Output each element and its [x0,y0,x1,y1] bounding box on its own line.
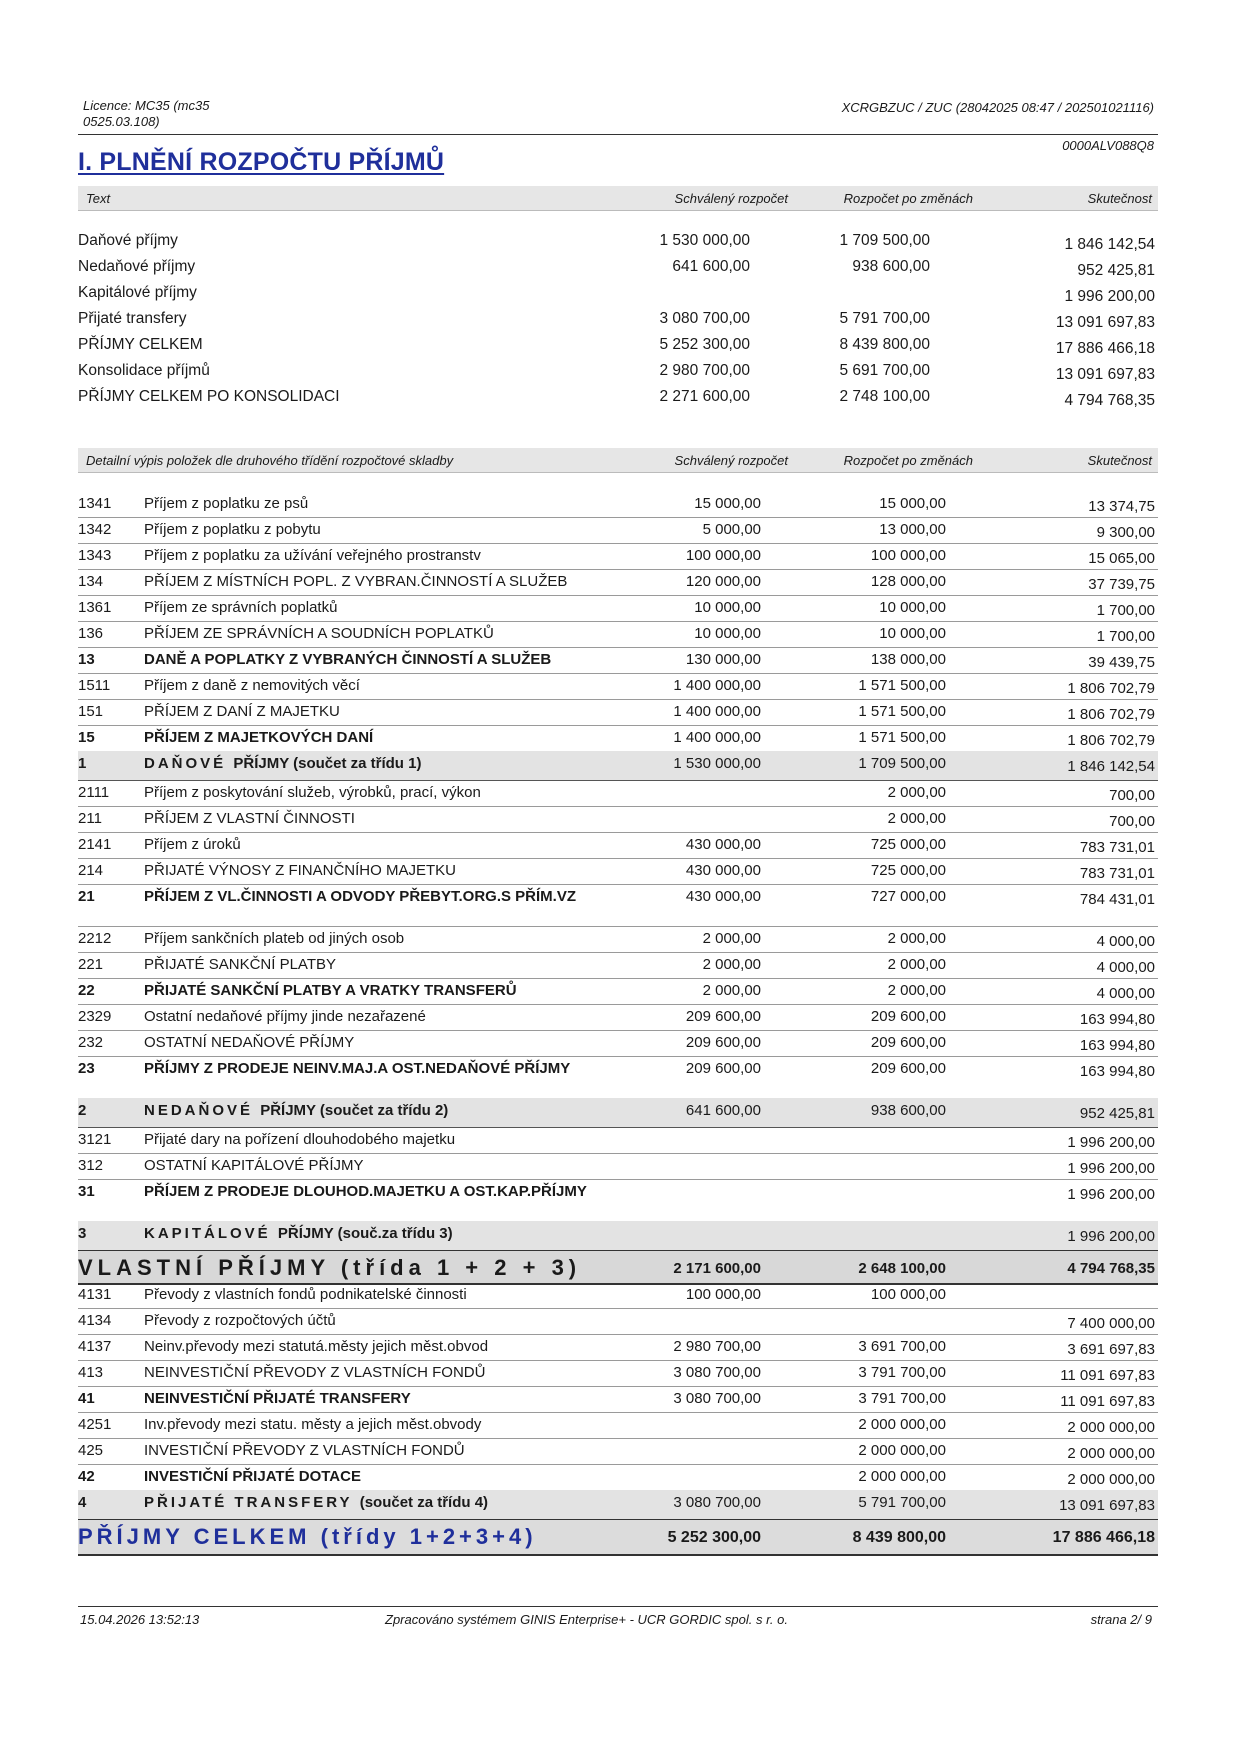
summary-row [78,254,1158,280]
actual-value: 4 794 768,35 [1064,392,1155,409]
table-row [78,858,1158,885]
item-name: Inv.převody mezi statu. městy a jejich měst.obvody [144,1416,482,1433]
item-name-part: NEDAŇOVÉ [144,1102,254,1119]
item-code: 134 [78,573,104,590]
actual-value: 1 806 702,79 [1067,680,1155,697]
approved-value: 15 000,00 [694,495,761,512]
item-code: 1343 [78,547,112,564]
actual-value: 700,00 [1109,787,1155,804]
item-name: PŘIJATÉ SANKČNÍ PLATBY [144,956,336,973]
item-code: 214 [78,862,104,879]
item-code: 4251 [78,1416,112,1433]
revised-value: 100 000,00 [870,547,946,564]
approved-value: 120 000,00 [685,573,761,590]
item-code: PŘÍJMY CELKEM (třídy 1+2+3+4) [78,1524,537,1549]
item-code: 221 [78,956,104,973]
table-row [78,978,1158,1005]
class-total-row [78,1490,1158,1520]
item-name-part: PŘIJATÉ [144,1494,228,1511]
actual-value: 784 431,01 [1079,891,1155,908]
item-name: Ostatní nedaňové příjmy jinde nezařazené [144,1008,426,1025]
item-name: PŘÍJEM Z MÍSTNÍCH POPL. Z VYBRAN.ČINNOSTÍ A SLUŽEB [144,573,568,590]
revised-value: 8 439 800,00 [839,336,930,353]
item-name: Příjem z daně z nemovitých věcí [144,677,360,694]
table-row [78,569,1158,596]
item-name: PŘÍJEM ZE SPRÁVNÍCH A SOUDNÍCH POPLATKŮ [144,625,494,642]
revised-value: 138 000,00 [870,651,946,668]
revised-value: 1 571 500,00 [858,677,946,694]
actual-value: 4 000,00 [1096,959,1155,976]
revised-value: 209 600,00 [870,1060,946,1077]
own-revenue-total-row [78,1250,1158,1285]
table-row [78,1360,1158,1387]
revised-value: 5 791 700,00 [839,310,930,327]
revised-value: 1 709 500,00 [858,755,946,772]
item-code: 413 [78,1364,104,1381]
col-detail-text: Detailní výpis položek dle druhového třídění rozpočtové skladby [86,453,454,468]
revised-value: 1 571 500,00 [858,729,946,746]
table-row [78,1179,1158,1222]
summary-row-text: Konsolidace příjmů [78,362,210,379]
header-divider [78,134,1158,135]
approved-value: 641 600,00 [672,258,750,275]
summary-table-header [78,186,1158,211]
revised-value: 209 600,00 [870,1034,946,1051]
item-name: Příjem ze správních poplatků [144,599,338,616]
item-code: 13 [78,651,95,668]
actual-value: 11 091 697,83 [1060,1367,1155,1384]
approved-value: 10 000,00 [694,625,761,642]
revised-value: 1 709 500,00 [839,232,930,249]
actual-value: 1 700,00 [1096,628,1155,645]
item-name: PŘIJATÉ VÝNOSY Z FINANČNÍHO MAJETKU [144,862,456,879]
item-name: OSTATNÍ KAPITÁLOVÉ PŘÍJMY [144,1157,364,1174]
summary-row-text: Přijaté transfery [78,310,187,327]
revised-value: 938 600,00 [852,258,930,275]
item-name: OSTATNÍ NEDAŇOVÉ PŘÍJMY [144,1034,355,1051]
table-row [78,673,1158,700]
actual-value: 13 374,75 [1088,498,1155,515]
actual-value: 39 439,75 [1088,654,1155,671]
item-name-part: PŘÍJMY (součet za třídu 1) [233,755,422,772]
actual-value: 952 425,81 [1077,262,1155,279]
table-row [78,543,1158,570]
item-name: Příjem z poplatku ze psů [144,495,309,512]
revised-value: 3 791 700,00 [858,1390,946,1407]
item-name: Přijaté dary na pořízení dlouhodobého majetku [144,1131,456,1148]
table-row [78,595,1158,622]
approved-value: 5 000,00 [702,521,761,538]
item-name: INVESTIČNÍ PŘEVODY Z VLASTNÍCH FONDŮ [144,1442,465,1459]
footer-divider [78,1606,1158,1607]
item-code: 2 [78,1102,87,1119]
actual-value: 1 806 702,79 [1067,732,1155,749]
revised-value: 10 000,00 [879,599,946,616]
item-name-part: (součet za třídu 4) [359,1494,489,1511]
item-name: PŘÍJMY Z PRODEJE NEINV.MAJ.A OST.NEDAŇOVÉ PŘÍJMY [144,1060,571,1077]
table-row [78,780,1158,807]
actual-value: 4 794 768,35 [1067,1260,1155,1277]
revised-value: 2 000,00 [887,982,946,999]
item-name: INVESTIČNÍ PŘIJATÉ DOTACE [144,1468,361,1485]
table-row [78,832,1158,859]
item-code: 232 [78,1034,104,1051]
actual-value: 4 000,00 [1096,933,1155,950]
item-name [144,755,704,772]
item-name [144,1225,704,1242]
col-revised: Rozpočet po změnách [843,453,973,468]
actual-value: 17 886 466,18 [1052,1529,1155,1546]
item-code: 31 [78,1183,95,1200]
item-name-part: TRANSFERY [234,1494,353,1511]
actual-value: 1 996 200,00 [1067,1228,1155,1245]
revised-value: 2 000,00 [887,930,946,947]
summary-row [78,280,1158,306]
table-row [78,699,1158,726]
summary-row [78,332,1158,358]
approved-value: 430 000,00 [685,836,761,853]
revised-value: 13 000,00 [879,521,946,538]
document-id: 0000ALV088Q8 [1062,138,1154,153]
approved-value: 5 252 300,00 [659,336,750,353]
approved-value: 2 000,00 [702,956,761,973]
actual-value: 700,00 [1109,813,1155,830]
approved-value: 2 000,00 [702,930,761,947]
actual-value: 952 425,81 [1079,1105,1155,1122]
item-name: Neinv.převody mezi statutá.městy jejich měst.obvod [144,1338,489,1355]
col-text: Text [86,191,111,206]
approved-value: 2 980 700,00 [673,1338,761,1355]
approved-value: 1 530 000,00 [673,755,761,772]
table-row [78,1153,1158,1180]
table-row [78,1334,1158,1361]
grand-total-row [78,1519,1158,1556]
item-code: 21 [78,888,95,905]
item-name: Příjem z poplatku za užívání veřejného prostranstv [144,547,481,564]
approved-value: 100 000,00 [685,547,761,564]
item-code: 4134 [78,1312,112,1329]
actual-value: 163 994,80 [1079,1037,1155,1054]
item-name: NEINVESTIČNÍ PŘEVODY Z VLASTNÍCH FONDŮ [144,1364,486,1381]
print-date: 15.04.2026 13:52:13 [80,1612,200,1627]
actual-value: 1 700,00 [1096,602,1155,619]
item-code: 2329 [78,1008,112,1025]
actual-value: 13 091 697,83 [1059,1497,1155,1514]
actual-value: 783 731,01 [1079,839,1155,856]
item-name: PŘÍJEM Z VLASTNÍ ČINNOSTI [144,810,355,827]
item-code: 1361 [78,599,112,616]
actual-value: 163 994,80 [1079,1011,1155,1028]
table-row [78,491,1158,518]
item-code: 4 [78,1494,87,1511]
approved-value: 10 000,00 [694,599,761,616]
summary-row-text: PŘÍJMY CELKEM [78,336,203,353]
actual-value: 2 000 000,00 [1067,1471,1155,1488]
actual-value: 1 846 142,54 [1067,758,1155,775]
item-name-part: PŘÍJMY (součet za třídu 2) [260,1102,449,1119]
actual-value: 2 000 000,00 [1067,1419,1155,1436]
summary-row [78,358,1158,384]
revised-value: 209 600,00 [870,1008,946,1025]
approved-value: 1 400 000,00 [673,703,761,720]
col-approved: Schválený rozpočet [674,453,788,468]
table-row [78,1438,1158,1465]
revised-value: 938 600,00 [870,1102,946,1119]
approved-value: 2 171 600,00 [673,1260,761,1277]
table-row [78,1464,1158,1491]
col-approved: Schválený rozpočet [674,191,788,206]
col-actual: Skutečnost [1087,191,1152,206]
revised-value: 100 000,00 [870,1286,946,1303]
actual-value: 1 846 142,54 [1064,236,1155,253]
revised-value: 1 571 500,00 [858,703,946,720]
actual-value: 3 691 697,83 [1067,1341,1155,1358]
actual-value: 15 065,00 [1088,550,1155,567]
table-row [78,621,1158,648]
table-row [78,1127,1158,1154]
actual-value: 1 996 200,00 [1067,1160,1155,1177]
approved-value: 5 252 300,00 [667,1529,761,1546]
item-name: Příjem z úroků [144,836,241,853]
actual-value: 9 300,00 [1096,524,1155,541]
approved-value: 2 980 700,00 [659,362,750,379]
summary-row-text: Nedaňové příjmy [78,258,196,275]
summary-row [78,384,1158,410]
class-total-row [78,1221,1158,1251]
class-total-row [78,1098,1158,1128]
item-name: PŘIJATÉ SANKČNÍ PLATBY A VRATKY TRANSFERŮ [144,982,517,999]
item-name: DANĚ A POPLATKY Z VYBRANÝCH ČINNOSTÍ A SLUŽEB [144,651,552,668]
table-row [78,517,1158,544]
revised-value: 128 000,00 [870,573,946,590]
summary-row-text: PŘÍJMY CELKEM PO KONSOLIDACI [78,388,340,405]
actual-value: 783 731,01 [1079,865,1155,882]
item-code: 2141 [78,836,112,853]
actual-value: 1 996 200,00 [1064,288,1155,305]
approved-value: 1 400 000,00 [673,677,761,694]
item-code: 4137 [78,1338,112,1355]
item-name: PŘÍJEM Z DANÍ Z MAJETKU [144,703,340,720]
actual-value: 17 886 466,18 [1055,340,1155,357]
table-row [78,926,1158,953]
actual-value: 1 996 200,00 [1067,1186,1155,1203]
summary-row [78,228,1158,254]
item-name-part: KAPITÁLOVÉ [144,1225,271,1242]
item-code: 22 [78,982,95,999]
revised-value: 5 691 700,00 [839,362,930,379]
item-code: 23 [78,1060,95,1077]
table-row [78,725,1158,752]
revised-value: 2 748 100,00 [839,388,930,405]
item-code: 136 [78,625,104,642]
table-row [78,952,1158,979]
table-row [78,1030,1158,1057]
item-code: 1341 [78,495,112,512]
revised-value: 2 000,00 [887,784,946,801]
item-name: PŘÍJEM Z PRODEJE DLOUHOD.MAJETKU A OST.KAP.PŘÍJMY [144,1183,587,1200]
detail-table-header [78,448,1158,473]
page-number: strana 2/ 9 [1090,1612,1152,1627]
approved-value: 3 080 700,00 [673,1494,761,1511]
report-code: XCRGBZUC / ZUC (28042025 08:47 / 202501021116) [841,100,1154,115]
actual-value: 4 000,00 [1096,985,1155,1002]
item-code: 3 [78,1225,87,1242]
item-name: NEINVESTIČNÍ PŘIJATÉ TRANSFERY [144,1390,411,1407]
item-code: 211 [78,810,102,827]
actual-value: 13 091 697,83 [1055,314,1155,331]
item-name: Příjem z poplatku z pobytu [144,521,321,538]
approved-value: 1 530 000,00 [659,232,750,249]
class-total-row [78,751,1158,781]
table-row [78,1308,1158,1335]
item-name [144,1494,704,1511]
actual-value: 7 400 000,00 [1067,1315,1155,1332]
item-code: 425 [78,1442,104,1459]
col-actual: Skutečnost [1087,453,1152,468]
approved-value: 100 000,00 [685,1286,761,1303]
table-row [78,806,1158,833]
table-row [78,884,1158,927]
item-code: 4131 [78,1286,112,1303]
actual-value: 11 091 697,83 [1060,1393,1155,1410]
revised-value: 15 000,00 [879,495,946,512]
approved-value: 3 080 700,00 [673,1390,761,1407]
approved-value: 209 600,00 [685,1008,761,1025]
actual-value: 37 739,75 [1088,576,1155,593]
revised-value: 3 791 700,00 [858,1364,946,1381]
revised-value: 2 000,00 [887,810,946,827]
licence-line1: Licence: MC35 (mc35 [83,98,210,113]
item-name-part: DAŇOVÉ [144,755,227,772]
revised-value: 2 000 000,00 [858,1468,946,1485]
item-name: Příjem z poskytování služeb, výrobků, prací, výkon [144,784,481,801]
revised-value: 8 439 800,00 [852,1529,946,1546]
item-code: 1342 [78,521,112,538]
item-code: 151 [78,703,104,720]
actual-value: 1 806 702,79 [1067,706,1155,723]
table-row [78,1056,1158,1099]
item-code: 15 [78,729,95,746]
summary-row-text: Daňové příjmy [78,232,178,249]
item-name [144,1102,704,1119]
approved-value: 3 080 700,00 [659,310,750,327]
approved-value: 130 000,00 [685,651,761,668]
revised-value: 2 000,00 [887,956,946,973]
revised-value: 10 000,00 [879,625,946,642]
actual-value: 1 996 200,00 [1067,1134,1155,1151]
approved-value: 1 400 000,00 [673,729,761,746]
item-name-part: PŘÍJMY (souč.za třídu 3) [277,1225,453,1242]
item-code: 41 [78,1390,95,1407]
table-row [78,1282,1158,1309]
item-code: VLASTNÍ PŘÍJMY (třída 1 + 2 + 3) [78,1255,582,1280]
table-row [78,1004,1158,1031]
system-info: Zpracováno systémem GINIS Enterprise+ - UCR GORDIC spol. s r. o. [385,1612,788,1627]
licence-line2: 0525.03.108) [83,114,160,129]
item-code: 1511 [78,677,111,694]
approved-value: 209 600,00 [685,1034,761,1051]
approved-value: 430 000,00 [685,888,761,905]
item-name: Převody z rozpočtových účtů [144,1312,336,1329]
revised-value: 2 648 100,00 [858,1260,946,1277]
item-name: PŘÍJEM Z MAJETKOVÝCH DANÍ [144,729,374,746]
approved-value: 2 271 600,00 [659,388,750,405]
revised-value: 727 000,00 [870,888,946,905]
item-code: 1 [78,755,87,772]
approved-value: 641 600,00 [685,1102,761,1119]
approved-value: 2 000,00 [702,982,761,999]
revised-value: 2 000 000,00 [858,1416,946,1433]
item-code: 3121 [78,1131,112,1148]
revised-value: 3 691 700,00 [858,1338,946,1355]
revised-value: 725 000,00 [870,836,946,853]
item-code: 312 [78,1157,104,1174]
item-code: 2111 [78,784,110,801]
actual-value: 163 994,80 [1079,1063,1155,1080]
approved-value: 209 600,00 [685,1060,761,1077]
approved-value: 430 000,00 [685,862,761,879]
actual-value: 2 000 000,00 [1067,1445,1155,1462]
item-code: 2212 [78,930,112,947]
summary-row-text: Kapitálové příjmy [78,284,197,301]
table-row [78,1386,1158,1413]
revised-value: 5 791 700,00 [858,1494,946,1511]
table-row [78,647,1158,674]
revised-value: 725 000,00 [870,862,946,879]
item-name: Příjem sankčních plateb od jiných osob [144,930,405,947]
item-name: PŘÍJEM Z VL.ČINNOSTI A ODVODY PŘEBYT.ORG.S PŘÍM.VZ [144,888,576,905]
item-name: Převody z vlastních fondů podnikatelské činnosti [144,1286,467,1303]
page-title: I. PLNĚNÍ ROZPOČTU PŘÍJMŮ [78,148,445,176]
table-row [78,1412,1158,1439]
approved-value: 3 080 700,00 [673,1364,761,1381]
summary-row [78,306,1158,332]
licence-info [83,98,209,130]
revised-value: 2 000 000,00 [858,1442,946,1459]
actual-value: 13 091 697,83 [1055,366,1155,383]
col-revised: Rozpočet po změnách [843,191,973,206]
item-code: 42 [78,1468,95,1485]
